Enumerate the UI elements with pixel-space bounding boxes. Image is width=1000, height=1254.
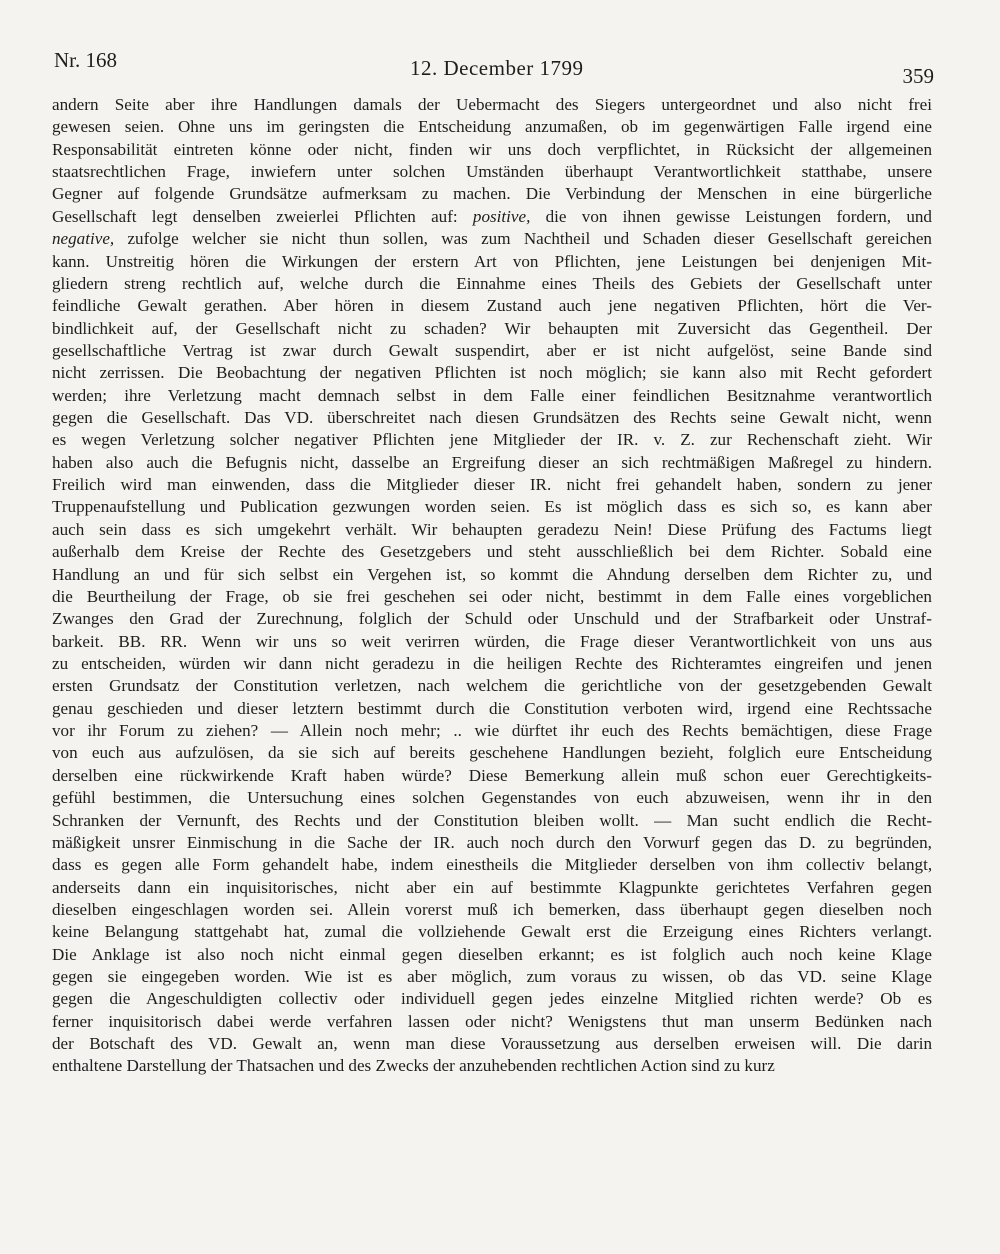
text-line: Gesellschaft legt denselben zweierlei Pflichten auf: positive, die von ihnen gewisse Leistungen fordern, und [52,206,932,226]
text-line: gliedern streng rechtlich auf, welche durch die Einnahme eines Theils des Gebiets der Gesellschaft unter [52,273,932,293]
text-line: Handlung an und für sich selbst ein Vergehen ist, so kommt die Ahndung derselben dem Richter zu, und [52,564,933,584]
text-line: keine Belangung stattgehabt hat, zumal die vollziehende Gewalt erst die Erzeigung eines Richters verlangt. [52,922,933,942]
text-line: zu entscheiden, würden wir dann nicht geradezu in die heiligen Rechte des Richteramtes eingreifen und jenen [52,653,933,673]
text-line: vor ihr Forum zu ziehen? — Allein noch mehr; .. wie dürftet ihr euch des Rechts bemächtigen, diese Frage [52,721,933,741]
text-line: gegen die Angeschuldigten collectiv oder individuell gegen jedes einzelne Mitglied richten werde? Ob es [52,989,933,1009]
text-line: dieselben eingeschlagen worden sei. Allein vorerst muß ich bemerken, dass überhaupt gegen dieselben noch [52,899,932,919]
text-line: auch sein dass es sich umgekehrt verhält. Wir behaupten geradezu Nein! Diese Prüfung des Factums liegt [52,519,932,539]
text-line: gegen die Gesellschaft. Das VD. überschreitet nach diesen Grundsätzen des Rechts seine Gewalt nicht, wenn [52,408,932,428]
text-line: dass es gegen alle Form gehandelt habe, indem einestheils die Mitglieder derselben von ihm collectiv belangt, [52,855,933,875]
text-line: haben also auch die Befugnis nicht, dasselbe an Ergreifung dieser an sich rechtmäßigen Maßregel zu hindern. [52,452,932,472]
text-line: Truppenaufstellung und Publication gezwungen worden seien. Es ist möglich dass es sich so, es kann aber [52,497,932,517]
text-line: gefühl bestimmen, die Untersuchung eines solchen Gegenstandes von euch abzuweisen, wenn ihr in den [52,788,933,808]
text-line: enthaltene Darstellung der Thatsachen und des Zwecks der anzuhebenden rechtlichen Action sind zu kurz [52,1056,775,1076]
text-line: genau geschieden und dieser letztern bestimmt durch die Constitution verboten wird, irgend eine Rechtssache [52,698,932,718]
text-line: mäßigkeit unsrer Einmischung in die Sache der IR. auch noch durch den Vorwurf gegen das D. zu begründen, [52,832,932,852]
text-line: ersten Grundsatz der Constitution verletzen, nach welchem die gerichtliche von der gesetzgebenden Gewalt [52,676,932,696]
text-line: Freilich wird man einwenden, dass die Mitglieder dieser IR. nicht frei gehandelt haben, sondern zu jener [52,475,933,495]
text-line: gesellschaftliche Vertrag ist zwar durch Gewalt suspendirt, aber er ist nicht aufgelöst, seine Bande sind [52,340,933,360]
page-header [54,48,934,88]
text-line: nicht zerrissen. Die Beobachtung der negativen Pflichten ist noch möglich; sie kann also mit Recht gefordert [52,363,933,383]
text-line: Die Anklage ist also noch nicht einmal gegen dieselben erkannt; es ist folglich auch noch keine Klage [52,944,932,964]
document-date: 12. December 1799 [410,56,584,80]
text-line: andern Seite aber ihre Handlungen damals der Uebermacht des Siegers untergeordnet und also nicht frei [52,95,932,114]
text-line: der Botschaft des VD. Gewalt an, wenn man diese Voraussetzung aus derselben erweisen will. Die darin [52,1034,933,1054]
text-line: staatsrechtlichen Frage, inwiefern unter solchen Umständen überhaupt Verantwortlichkeit statthabe, unsere [52,162,933,182]
text-line: gewesen seien. Ohne uns im geringsten die Entscheidung anzumaßen, ob im gegenwärtigen Falle irgend eine [52,117,932,137]
text-line: kann. Unstreitig hören die Wirkungen der erstern Art von Pflichten, jene Leistungen bei denjenigen Mit- [52,251,932,271]
text-line: gegen sie eingegeben worden. Wie ist es aber möglich, zum voraus zu wissen, ob das VD. seine Klage [52,967,932,987]
text-line: derselben eine rückwirkende Kraft haben würde? Diese Bemerkung allein muß schon euer Gerechtigkeits- [52,765,932,785]
text-line: die Beurtheilung der Frage, ob sie frei geschehen sei oder nicht, bestimmt in dem Falle eines vorgeblichen [52,586,932,606]
text-line: bindlichkeit auf, der Gesellschaft nicht zu schaden? Wir behaupten mit Zuversicht das Gegentheil. Der [52,318,932,338]
text-line: anderseits dann ein inquisitorisches, nicht aber ein auf bestimmte Klagpunkte gerichtetes Verfahren gegen [52,877,932,897]
document-number: Nr. 168 [54,48,117,72]
text-line: negative, zufolge welcher sie nicht thun sollen, was zum Nachtheil und Schaden dieser Gesellschaft gereichen [52,229,932,249]
text-line: barkeit. BB. RR. Wenn wir uns so weit verirren würden, die Frage dieser Verantwortlichkeit von uns aus [52,631,933,651]
text-line: von euch aus aufzulösen, da sie sich auf bereits geschehene Handlungen bezieht, folglich eure Entscheidung [52,743,933,763]
text-line: Schranken der Vernunft, des Rechts und der Constitution bleiben wollt. — Man sucht endlich die Recht- [52,810,933,830]
text-line: ferner inquisitorisch dabei werde verfahren lassen oder nicht? Wenigstens thut man unserm Bedünken nach [52,1011,933,1031]
text-line: es wegen Verletzung solcher negativer Pflichten jene Mitglieder der IR. v. Z. zur Rechenschaft zieht. Wir [52,430,933,450]
page-number: 359 [902,64,934,88]
body-text [52,94,932,1078]
text-line: Responsabilität eintreten könne oder nicht, finden wir uns doch verpflichtet, in Rücksicht der allgemeinen [52,139,933,159]
text-line: werden; ihre Verletzung macht demnach selbst in dem Falle einer feindlichen Besitznahme verantwortlich [52,385,933,405]
text-line: außerhalb dem Kreise der Rechte des Gesetzgebers und steht ausschließlich bei dem Richter. Sobald eine [52,542,932,562]
text-line: Gegner auf folgende Grundsätze aufmerksam zu machen. Die Verbindung der Menschen in eine bürgerliche [52,184,933,204]
text-line: feindliche Gewalt gerathen. Aber hören in diesem Zustand auch jene negativen Pflichten, hört die Ver- [52,296,932,316]
text-line: Zwanges den Grad der Zurechnung, folglich der Schuld oder Unschuld und der Strafbarkeit oder Unstraf- [52,609,932,629]
